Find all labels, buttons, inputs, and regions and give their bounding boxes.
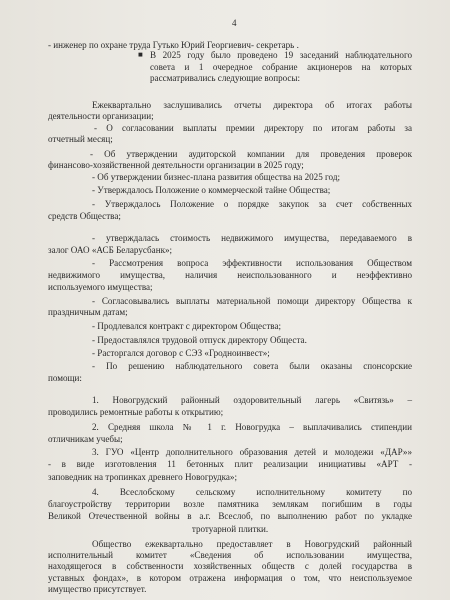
text-line: - утверждалась стоимость недвижимого имущества, передаваемого в	[92, 232, 412, 243]
text-line: используемого имущества;	[48, 281, 153, 292]
text-line: Общество ежеквартально предоставляет в Новогрудский районный	[92, 538, 412, 549]
text-line: финансово-хозяйственной деятельности организации в 2025 году;	[48, 159, 304, 170]
text-line: праздничным датам;	[48, 307, 128, 318]
page-number: 4	[232, 18, 237, 28]
text-line: - Согласовывались выплаты материальной помощи директору Общества к	[92, 295, 412, 306]
text-line: Великой Отечественной войны в а.г. Всеслоб, по выполнению работ по укладке	[48, 511, 412, 522]
text-line: - Продлевался контракт с директором Общества;	[92, 321, 282, 332]
text-line: - Рассмотрения вопроса эффективности использования Обществом	[92, 258, 412, 269]
text-line: совета и 1 очередное собрание акционеров на которых	[150, 61, 412, 72]
text-line: деятельности организации;	[48, 110, 154, 121]
text-line: - Утверждалось Положение о коммерческой тайне Общества;	[92, 184, 331, 195]
bullet-icon: ■	[138, 50, 143, 60]
text-line: заповедник на тропинках древнего Новогрудка»;	[48, 471, 237, 482]
text-line: отчетный месяц;	[48, 134, 113, 145]
text-line: благоустройству территории возле памятника землякам погибшим в годы	[48, 499, 412, 509]
text-line: 1. Новогрудский районный оздоровительный лагерь «Свитязь» –	[92, 395, 412, 406]
text-line: Ежеквартально заслушивались отчеты директора об итогах работы	[92, 99, 412, 110]
text-line: отличникам учебы;	[48, 433, 123, 444]
text-line: тротуарной плитки.	[191, 523, 269, 534]
text-line: - Предоставлялся трудовой отпуск директору Общеста.	[92, 334, 307, 345]
text-line: рассматривались следующие вопросы:	[150, 73, 301, 84]
text-line: - Расторгался договор с СЭЗ «Гродноинвест»;	[92, 347, 270, 358]
text-line: - Об утверждении аудиторской компании для проведения проверок	[90, 148, 412, 159]
text-line: 3. ГУО «Центр дополнительного образования детей и молодежи «ДАР»»	[92, 447, 412, 458]
text-line: - О согласовании выплаты премии директору по итогам работы за	[94, 123, 412, 134]
text-line: залог ОАО «АСБ Беларусбанк»;	[48, 244, 173, 255]
text-line: - По решению наблюдательного совета были оказаны спонсорские	[92, 361, 412, 372]
text-line: В 2025 году было проведено 19 заседаний наблюдательного	[150, 50, 412, 61]
text-line: проводились ремонтные работы к открытию;	[48, 407, 224, 418]
text-line: - в виде изготовления 11 бетонных плит реализации инициативы «АРТ -	[48, 459, 412, 470]
text-line: помощи:	[48, 373, 82, 384]
text-line: имущество присутствует.	[48, 584, 147, 594]
text-line: - Утверждалось Положение о порядке закупок за счет собственных	[92, 198, 412, 209]
text-line: исполнительный комитет «Сведения об использовании имущества,	[48, 550, 412, 560]
text-line: уставных фондах», в котором отражена информация о том, что неиспользуемое	[48, 572, 412, 583]
text-line: находящегося в собственности хозяйственных обществ с долей государства в	[48, 561, 412, 572]
text-line: 4. Всеслобскому сельскому исполнительному комитету по	[92, 486, 412, 497]
text-line: 2. Средняя школа № 1 г. Новогрудка – выплачивались стипендии	[92, 421, 412, 432]
text-line: недвижимого имущества, наличия неиспользованного и неэффективно	[48, 269, 412, 280]
text-line: - инженер по охране труда Гутько Юрий Георгиевич- секретарь .	[48, 40, 299, 50]
text-line: - Об утверждении бизнес-плана развития общества на 2025 год;	[92, 172, 340, 183]
text-line: средств Общества;	[48, 210, 121, 221]
